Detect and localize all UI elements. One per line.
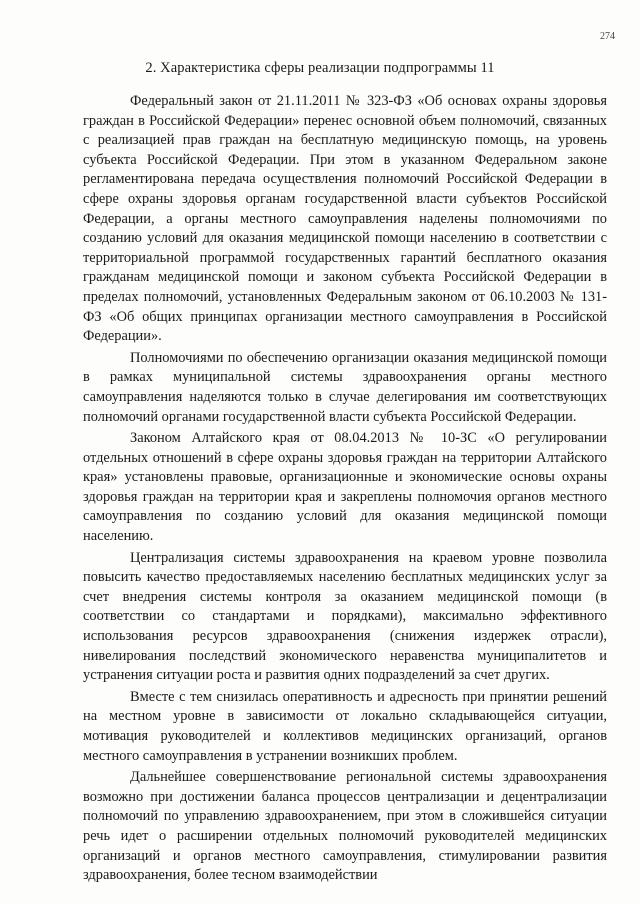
paragraph-1: Федеральный закон от 21.11.2011 № 323-ФЗ «Об основах охраны здоровья граждан в Российской Федерации» перенес основной объем полномочий, связанных с реализацией прав граждан на бесплатную медицинскую помощь, на уровень субъекта Российской Федерации. При этом в указанном Федеральном законе регламентирована передача осуществления полномочий Российской Федерации в сфере охраны здоровья органам государственной власти субъектов Российской Федерации, а органы местного самоуправления наделены полномочиями по созданию условий для оказания медицинской помощи населению в соответствии с территориальной программой государственных гарантий бесплатного оказания гражданам медицинской помощи и законом субъекта Российской Федерации в пределах полномочий, установленных Федеральным законом от 06.10.2003 № 131-ФЗ «Об общих принципах организации местного самоуправления в Российской Федерации». — [83, 93, 607, 345]
section-heading: 2. Характеристика сферы реализации подпрограммы 11 — [145, 60, 495, 76]
paragraph-6: Дальнейшее совершенствование региональной системы здравоохранения возможно при достижении баланса процессов централизации и децентрализации полномочий по управлению здравоохранением, при этом в сложившейся ситуации речь идет о расширении отдельных полномочий руководителей медицинских организаций и органов местного самоуправления, стимулировании развития здравоохранения, более тесном взаимодействии — [83, 769, 607, 884]
paragraph-2: Полномочиями по обеспечению организации оказания медицинской помощи в рамках муниципальной системы здравоохранения органы местного самоуправления наделяются только в случае делегирования им соответствующих полномочий органами государственной власти субъекта Российской Федерации. — [83, 349, 607, 425]
page-number: 274 — [600, 31, 615, 42]
paragraph-5: Вместе с тем снизилась оперативность и адресность при принятии решений на местном уровне в зависимости от локально складывающейся ситуации, мотивация руководителей и коллективов медицинских организаций, органов местного самоуправления в устранении возникших проблем. — [83, 688, 607, 764]
paragraph-3: Законом Алтайского края от 08.04.2013 № 10-ЗС «О регулировании отдельных отношений в сфере охраны здоровья граждан на территории Алтайского края» установлены правовые, организационные и экономические основы охраны здоровья граждан на территории края и закреплены полномочия органов местного самоуправления по созданию условий для оказания медицинской помощи населению. — [83, 430, 607, 545]
paragraph-4: Централизация системы здравоохранения на краевом уровне позволила повысить качество предоставляемых населению бесплатных медицинских услуг за счет внедрения системы контроля за оказанием медицинской помощи (в соответствии со стандартами и порядками), максимально эффективного использования ресурсов здравоохранения (снижения издержек отрасли), нивелирования последствий экономического неравенства муниципалитетов и устранения ситуации роста и развития одних подразделений за счет других. — [83, 549, 607, 684]
body-text — [83, 92, 607, 888]
